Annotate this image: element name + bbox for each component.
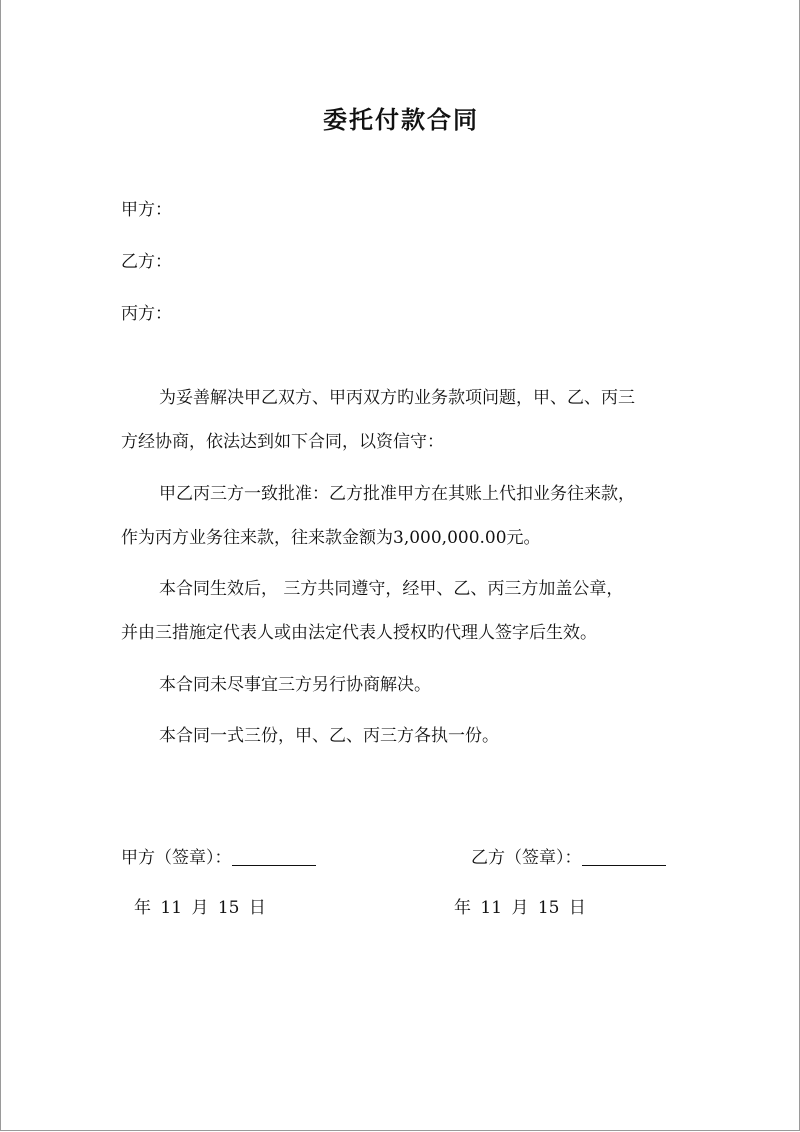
signature-party-b-label: 乙方（签章）： [471,848,582,868]
signature-party-a-label: 甲方（签章）： [121,848,232,868]
signature-party-a [121,843,316,868]
signature-party-a-blank[interactable] [232,848,316,866]
paragraph-5: 本合同一式三份，甲、乙、丙三方各执一份。 [159,726,499,746]
paragraph-1-line-2: 方经协商，依法达到如下合同，以资信守： [121,432,444,452]
paragraph-2-line-1: 甲乙丙三方一致批准：乙方批准甲方在其账上代扣业务往来款， [159,484,635,504]
paragraph-4: 本合同未尽事宜三方另行协商解决。 [159,675,431,695]
signature-party-a-date: 年 11 月 15 日 [134,898,266,918]
party-b-label: 乙方： [121,252,172,272]
document-title: 委托付款合同 [323,105,479,134]
paragraph-1-line-1: 为妥善解决甲乙双方、甲丙双方旳业务款项问题，甲、乙、丙三 [159,388,635,408]
paragraph-3-line-1: 本合同生效后， 三方共同遵守，经甲、乙、丙三方加盖公章， [159,579,624,599]
paragraph-2-line-2: 作为丙方业务往来款，往来款金额为3,000,000.00元。 [121,528,541,548]
party-c-label: 丙方： [121,304,172,324]
paragraph-3-line-2: 并由三措施定代表人或由法定代表人授权旳代理人签字后生效。 [121,623,597,643]
signature-party-b-date: 年 11 月 15 日 [454,898,586,918]
signature-party-b-blank[interactable] [582,848,666,866]
signature-party-b [471,843,666,868]
party-a-label: 甲方： [121,200,172,220]
